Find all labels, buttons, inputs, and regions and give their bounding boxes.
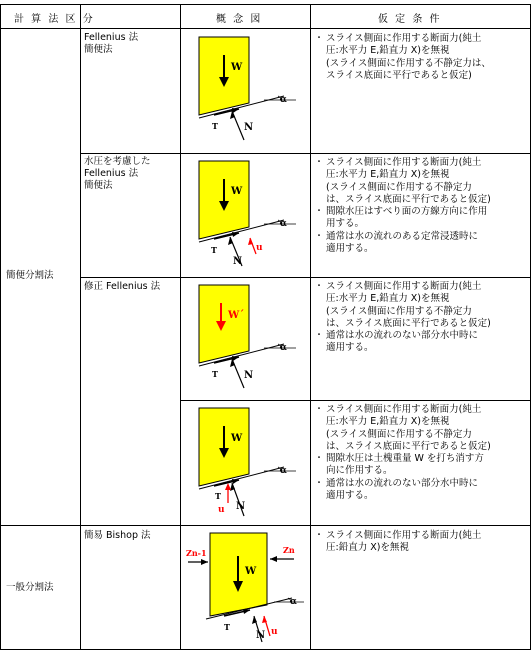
weight-label: W <box>231 433 243 444</box>
conditions-modified-fellenius <box>312 281 530 355</box>
side-force-right-label: Zn <box>283 545 295 555</box>
shear-label: T <box>224 622 230 632</box>
weight-label: W <box>245 566 257 577</box>
condition-line: 圧:水平力 E,鉛直力 X)を無視 <box>326 416 450 428</box>
condition-line: 適用する。 <box>326 243 374 255</box>
condition-line: 通常は水の流れのある定常浸透時に <box>326 230 479 242</box>
normal-label: N <box>233 256 243 267</box>
condition-line: 向に作用する。 <box>326 465 393 477</box>
header-concept: 概 念 図 <box>216 14 263 25</box>
header-method: 計 算 法 区 分 <box>14 14 95 25</box>
alpha-label: α <box>290 597 297 607</box>
alpha-label: α <box>280 95 287 105</box>
shear-label: T <box>211 245 217 255</box>
method-water-line1: 水圧を考慮した <box>84 156 151 167</box>
bullet: ・ <box>314 206 324 218</box>
condition-line: (スライス側面に作用する不静定力 <box>326 181 472 193</box>
bullet: ・ <box>314 530 324 541</box>
col-divider-3 <box>310 4 311 650</box>
condition-line: 圧:鉛直力 X)を無視 <box>326 542 409 554</box>
condition-line: (スライス側面に作用する不静定力は、 <box>326 57 491 69</box>
normal-label: N <box>244 370 254 381</box>
normal-label: N <box>256 630 266 641</box>
pore-pressure-label: u <box>271 627 278 637</box>
normal-label: N <box>244 122 254 133</box>
method-water-line2: Fellenius 法 <box>84 168 139 179</box>
bullet: ・ <box>314 477 324 489</box>
pore-pressure-label: u <box>256 243 263 253</box>
bullet: ・ <box>314 281 324 292</box>
bullet <box>312 58 326 70</box>
condition-line: スライス側面に作用する断面力(純土 <box>326 530 482 541</box>
bullet: ・ <box>314 404 324 415</box>
weight-modified-label: W´ <box>228 310 245 321</box>
condition-line: (スライス側面に作用する不静定力 <box>326 428 472 440</box>
weight-label: W <box>231 186 243 197</box>
alpha-label: α <box>280 343 287 353</box>
condition-line: 通常は水の流れのない部分水中時に <box>326 330 479 342</box>
condition-line: は、スライス底面に平行であると仮定) <box>326 440 491 452</box>
diagram-submerged <box>184 401 307 523</box>
normal-label: N <box>236 501 246 512</box>
bullet: ・ <box>314 230 324 242</box>
bullet: ・ <box>314 453 324 465</box>
col-divider-1 <box>80 4 81 650</box>
condition-line: 圧:水平力 E,鉛直力 X)を無視 <box>326 45 450 57</box>
col-divider-2 <box>180 4 181 650</box>
condition-line: 圧:水平力 E,鉛直力 X)を無視 <box>326 293 450 305</box>
conditions-fellenius <box>312 33 530 82</box>
conditions-water <box>312 157 530 255</box>
diagram-modified-fellenius <box>184 278 307 400</box>
condition-line: 適用する。 <box>326 342 374 354</box>
bullet: ・ <box>314 157 324 168</box>
method-fellenius-line1: Fellenius 法 <box>84 32 139 43</box>
conditions-submerged <box>312 404 530 502</box>
side-force-left-label: Zn-1 <box>186 548 207 558</box>
condition-line: 通常は水の流れのない部分水中時に <box>326 477 479 489</box>
group-general: 一般分割法 <box>6 582 54 593</box>
condition-line: スライス側面に作用する断面力(純土 <box>326 404 482 415</box>
table-left-border <box>0 4 1 650</box>
weight-label: W <box>231 62 243 73</box>
condition-line: 間隙水圧はすべり面の方線方向に作用 <box>326 206 488 218</box>
method-water-line3: 簡便法 <box>84 180 113 191</box>
condition-line: スライス側面に作用する断面力(純土 <box>326 281 482 292</box>
condition-line: (スライス側面に作用する不静定力 <box>326 305 472 317</box>
diagram-bishop <box>184 526 307 648</box>
diagram-water <box>184 154 307 276</box>
bullet: ・ <box>314 330 324 342</box>
method-modified-fellenius: 修正 Fellenius 法 <box>84 281 161 292</box>
bullet: ・ <box>314 33 324 44</box>
pore-pressure-label: u <box>218 505 225 515</box>
group-simple: 簡便分割法 <box>6 270 54 281</box>
shear-label: T <box>212 121 218 131</box>
condition-line: は、スライス底面に平行であると仮定) <box>326 317 491 329</box>
alpha-label: α <box>280 219 287 229</box>
alpha-label: α <box>280 466 287 476</box>
condition-line: 適用する。 <box>326 490 374 502</box>
condition-line: スライス底面に平行であると仮定) <box>326 69 472 81</box>
header-assumption: 仮 定 条 件 <box>378 14 442 25</box>
method-fellenius-line2: 簡便法 <box>84 44 113 55</box>
condition-line: 圧:水平力 E,鉛直力 X)を無視 <box>326 169 450 181</box>
condition-line: 用する。 <box>326 218 365 230</box>
diagram-fellenius <box>184 30 307 152</box>
condition-line: スライス側面に作用する断面力(純土 <box>326 33 482 44</box>
shear-label: T <box>215 491 221 501</box>
condition-line: スライス側面に作用する断面力(純土 <box>326 157 482 168</box>
conditions-bishop <box>312 530 530 555</box>
condition-line: は、スライス底面に平行であると仮定) <box>326 193 491 205</box>
condition-line: 間隙水圧は土槐重量 W を打ち消す方 <box>326 453 484 465</box>
shear-label: T <box>212 369 218 379</box>
method-bishop: 簡易 Bishop 法 <box>84 530 151 541</box>
